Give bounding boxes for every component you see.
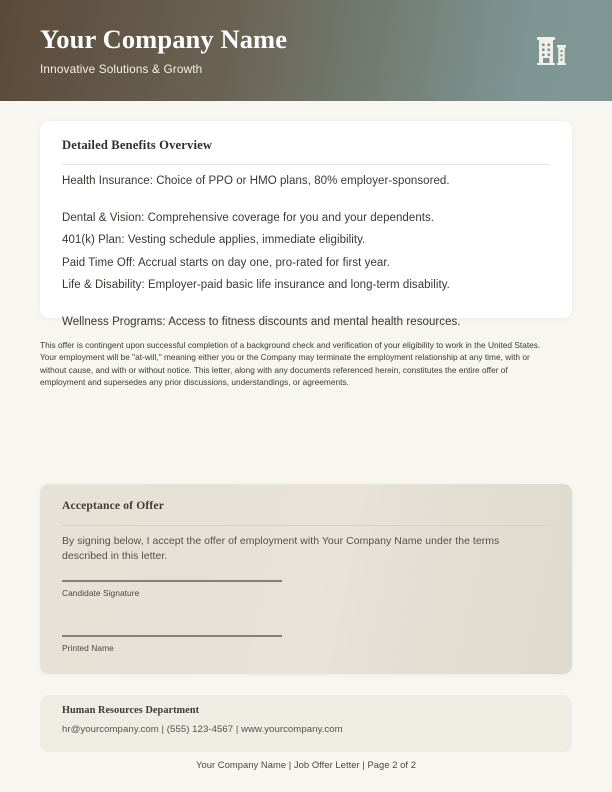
printed-name-field[interactable] [62,635,282,653]
printed-name-label: Printed Name [62,642,114,653]
benefit-item: Dental & Vision: Comprehensive coverage for you and your dependents. [62,212,435,224]
document-header [0,0,612,101]
acceptance-of-offer-card [40,484,572,674]
printed-name-line[interactable] [62,635,282,637]
candidate-signature-field[interactable] [62,580,282,598]
footer-contact-card [40,695,572,752]
benefit-item: 401(k) Plan: Vesting schedule applies, immediate eligibility. [62,234,366,246]
benefit-item: Health Insurance: Choice of PPO or HMO plans, 80% employer-sponsored. [62,175,450,187]
header-text-block [40,26,287,76]
company-tagline: Innovative Solutions & Growth [40,61,203,76]
office-building-icon [528,28,574,74]
legal-disclaimer-paragraph: This offer is contingent upon successful completion of a background check and verification of your eligibility to work in the United States. Your employment will be "at-will," meaning either you or the Company may terminate the employment relationship at any time, with or without cause, and with or without notice. This letter, along with any documents referenced herein, constitutes the entire offer of employment and supersedes any prior discussions, understandings, or agreements. [40,340,541,388]
benefit-item: Life & Disability: Employer-paid basic life insurance and long-term disability. [62,279,450,291]
benefit-item: Paid Time Off: Accrual starts on day one, pro-rated for first year. [62,257,390,269]
acceptance-title-divider [62,525,550,526]
benefit-item: Wellness Programs: Access to fitness discounts and mental health resources. [62,316,461,328]
candidate-signature-label: Candidate Signature [62,587,140,598]
page-footer-line: Your Company Name | Job Offer Letter | Page 2 of 2 [196,759,416,770]
benefits-section-title: Detailed Benefits Overview [62,138,213,152]
acceptance-title: Acceptance of Offer [62,499,164,512]
hr-department-label: Human Resources Department [62,705,200,716]
signature-line[interactable] [62,580,282,582]
acceptance-body-text: By signing below, I accept the offer of employment with Your Company Name under the terms described in this letter. [62,535,500,563]
hr-contact-line: hr@yourcompany.com | (555) 123-4567 | www.yourcompany.com [62,724,343,735]
benefits-title-divider [62,164,550,165]
company-name: Your Company Name [40,24,288,54]
